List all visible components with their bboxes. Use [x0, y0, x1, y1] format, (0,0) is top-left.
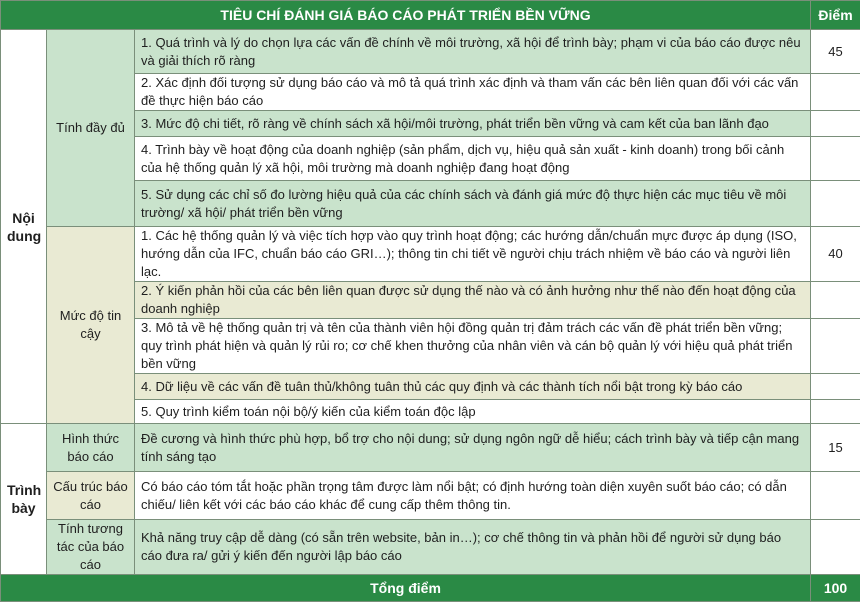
score-cell-empty — [811, 181, 860, 227]
score-cell-empty — [811, 319, 860, 374]
criterion-text: 4. Dữ liệu về các vấn đề tuân thủ/không tuân thủ các quy định và các thành tích nổi bật trong kỳ báo cáo — [135, 374, 811, 400]
score-cell-empty — [811, 282, 860, 319]
subcategory-completeness: Tính đầy đủ — [47, 30, 135, 227]
criterion-text: Đề cương và hình thức phù hợp, bổ trợ cho nội dung; sử dụng ngôn ngữ dễ hiểu; cách trình bày và tiếp cận mang tính sáng tạo — [135, 424, 811, 472]
subcategory-interactivity: Tính tương tác của báo cáo — [47, 520, 135, 575]
table-row — [1, 227, 860, 282]
criterion-text: Khả năng truy cập dễ dàng (có sẵn trên website, bản in…); cơ chế thông tin và phản hồi để người sử dụng báo cáo đưa ra/ gửi ý kiến đến người lập báo cáo — [135, 520, 811, 575]
table-row — [1, 472, 860, 520]
score-reliability: 40 — [811, 227, 860, 282]
score-presentation: 15 — [811, 424, 860, 472]
score-cell-empty — [811, 374, 860, 400]
subcategory-format: Hình thức báo cáo — [47, 424, 135, 472]
total-label: Tổng điểm — [1, 575, 811, 602]
total-score: 100 — [811, 575, 860, 602]
score-header: Điểm — [811, 1, 860, 30]
criterion-text: Có báo cáo tóm tắt hoặc phần trọng tâm được làm nổi bật; có định hướng toàn diện xuyên suốt báo cáo; có dẫn chiếu/ liên kết với các báo cáo khác để cung cấp thêm thông tin. — [135, 472, 811, 520]
subcategory-structure: Cấu trúc báo cáo — [47, 472, 135, 520]
score-cell-empty — [811, 74, 860, 111]
subcategory-reliability: Mức độ tin cậy — [47, 227, 135, 424]
criterion-text: 4. Trình bày về hoạt động của doanh nghiệp (sản phẩm, dịch vụ, hiệu quả sản xuất - kinh doanh) trong bối cảnh của hệ thống quản lý xã hội, môi trường mà doanh nghiệp đang hoạt động — [135, 137, 811, 181]
criterion-text: 3. Mô tả về hệ thống quản trị và tên của thành viên hội đồng quản trị đảm trách các vấn đề phát triển bền vững; quy trình phát hiện và quản lý rủi ro; cơ chế khen thưởng của nhân viên và cán bộ quản lý với hiệu quả phát triển bền vững — [135, 319, 811, 374]
score-cell-empty — [811, 472, 860, 520]
table-row — [1, 520, 860, 575]
total-row — [1, 575, 860, 602]
score-cell-empty — [811, 137, 860, 181]
criterion-text: 2. Ý kiến phản hồi của các bên liên quan được sử dụng thế nào và có ảnh hưởng như thế nào đến hoạt động của doanh nghiệp — [135, 282, 811, 319]
score-cell-empty — [811, 520, 860, 575]
criterion-text: 3. Mức độ chi tiết, rõ ràng về chính sách xã hội/môi trường, phát triển bền vững và cam kết của ban lãnh đạo — [135, 111, 811, 137]
category-presentation: Trình bày — [1, 424, 47, 575]
criterion-text: 5. Quy trình kiểm toán nội bộ/ý kiến của kiểm toán độc lập — [135, 400, 811, 424]
criterion-text: 5. Sử dụng các chỉ số đo lường hiệu quả của các chính sách và đánh giá mức độ thực hiện các mục tiêu về môi trường/ xã hội/ phát triển bền vững — [135, 181, 811, 227]
score-completeness: 45 — [811, 30, 860, 74]
score-cell-empty — [811, 111, 860, 137]
criterion-text: 1. Các hệ thống quản lý và việc tích hợp vào quy trình hoạt động; các hướng dẫn/chuẩn mực được áp dụng (ISO, hướng dẫn của IFC, chuẩn báo cáo GRI…); thông tin chi tiết về người chịu trách nhiệm về báo cáo và người liên lạc. — [135, 227, 811, 282]
table-row — [1, 30, 860, 74]
category-content: Nội dung — [1, 30, 47, 424]
header-row — [1, 1, 860, 30]
score-cell-empty — [811, 400, 860, 424]
criterion-text: 1. Quá trình và lý do chọn lựa các vấn đề chính về môi trường, xã hội để trình bày; phạm vi của báo cáo được nêu và giải thích rõ ràng — [135, 30, 811, 74]
table-row — [1, 424, 860, 472]
criterion-text: 2. Xác định đối tượng sử dụng báo cáo và mô tả quá trình xác định và tham vấn các bên liên quan đối với các vấn đề thực hiện báo cáo — [135, 74, 811, 111]
table-title: TIÊU CHÍ ĐÁNH GIÁ BÁO CÁO PHÁT TRIỂN BỀN VỮNG — [1, 1, 811, 30]
